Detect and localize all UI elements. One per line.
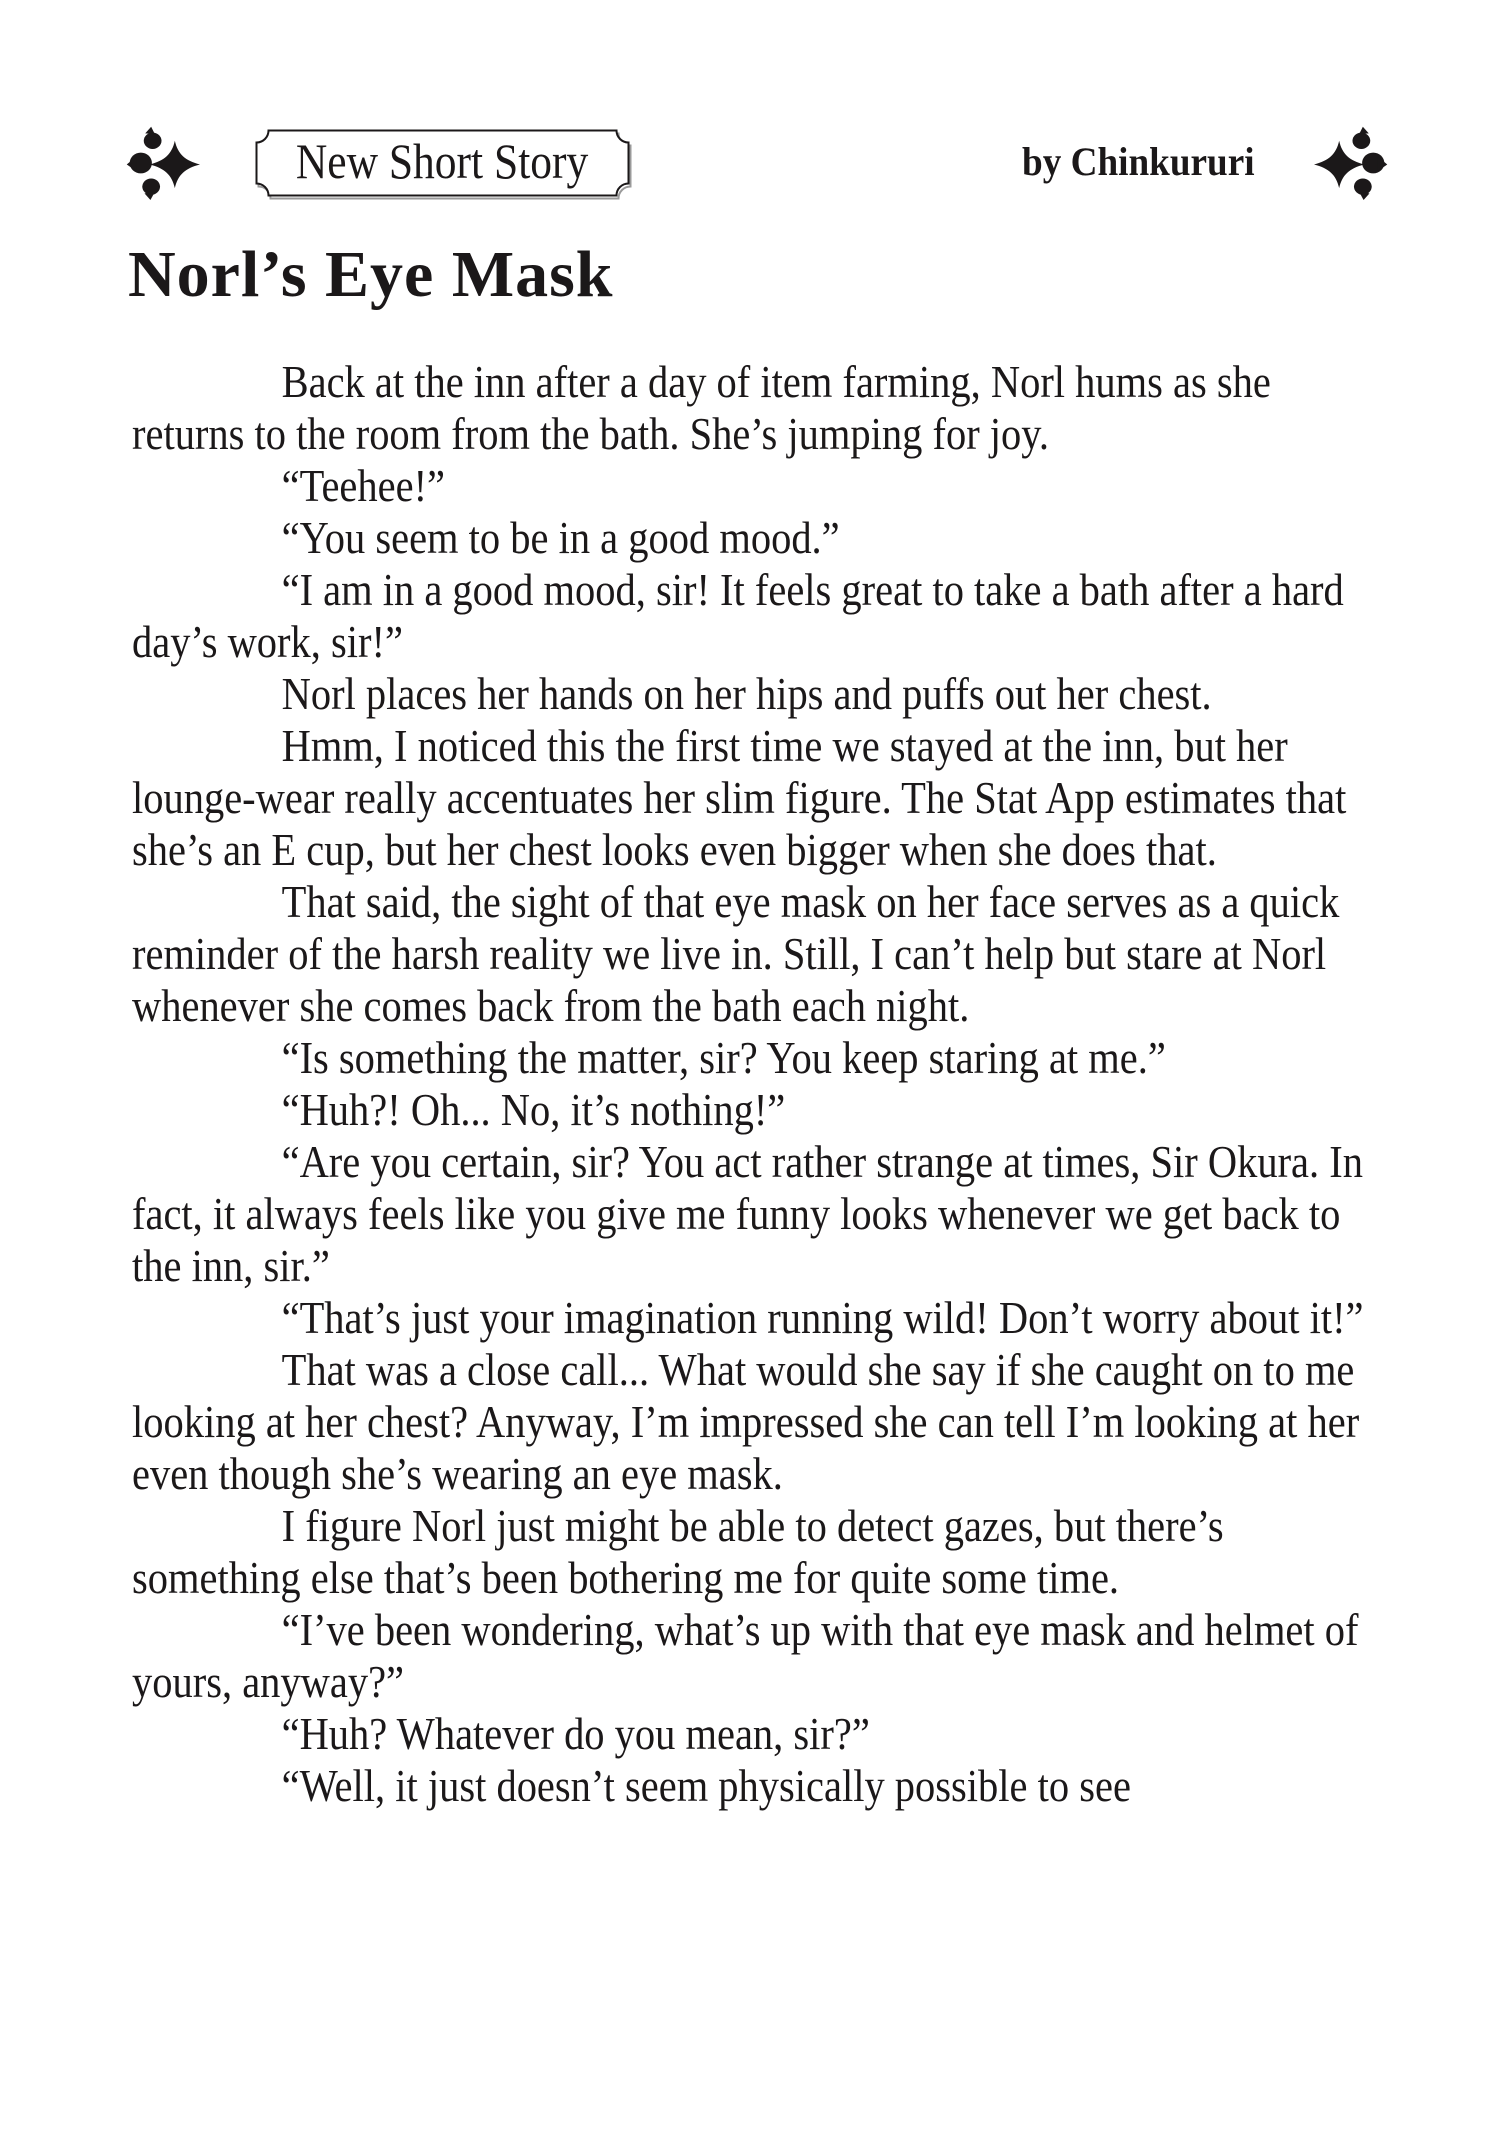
story-paragraph: “I am in a good mood, sir! It feels great to take a bath after a hard day’s work, sir!” [132, 564, 1344, 667]
story-body [132, 356, 1378, 1812]
fleuron-icon [126, 124, 200, 202]
story-paragraph: Back at the inn after a day of item farming, Norl hums as she returns to the room from the bath. She’s jumping for joy. [132, 356, 1271, 459]
story-paragraph: “Are you certain, sir? You act rather strange at times, Sir Okura. In fact, it always feels like you give me funny looks whenever we get back to the inn, sir.” [132, 1136, 1363, 1291]
story-paragraph: “Teehee!” [281, 460, 446, 511]
fleuron-icon [1314, 124, 1388, 202]
story-paragraph: That was a close call... What would she say if she caught on to me looking at her chest? Anyway, I’m impressed she can tell I’m looking at her even though she’s wearing an eye mask. [132, 1344, 1360, 1499]
story-paragraph: I figure Norl just might be able to detect gazes, but there’s something else that’s been bothering me for quite some time. [132, 1500, 1224, 1603]
story-paragraph: “You seem to be in a good mood.” [281, 512, 840, 563]
story-paragraph: “I’ve been wondering, what’s up with that eye mask and helmet of yours, anyway?” [132, 1604, 1359, 1707]
story-paragraph: “Huh? Whatever do you mean, sir?” [281, 1708, 870, 1759]
badge-label: New Short Story [296, 133, 589, 189]
story-paragraph: Hmm, I noticed this the first time we stayed at the inn, but her lounge-wear really accentuates her slim figure. The Stat App estimates that she’s an E cup, but her chest looks even bigger when she does that. [132, 720, 1347, 875]
story-paragraph: Norl places her hands on her hips and puffs out her chest. [281, 668, 1212, 719]
story-title: Norl’s Eye Mask [128, 238, 614, 311]
story-paragraph: That said, the sight of that eye mask on her face serves as a quick reminder of the harsh reality we live in. Still, I can’t help but stare at Norl whenever she comes back from the bath each night. [132, 876, 1340, 1031]
story-paragraph: “That’s just your imagination running wild! Don’t worry about it!” [281, 1292, 1364, 1343]
story-paragraph: “Is something the matter, sir? You keep staring at me.” [281, 1032, 1166, 1083]
byline: by Chinkururi [1022, 139, 1255, 184]
story-type-badge [255, 129, 630, 197]
story-paragraph: “Well, it just doesn’t seem physically possible to see [281, 1760, 1131, 1811]
story-paragraph: “Huh?! Oh... No, it’s nothing!” [281, 1084, 786, 1135]
